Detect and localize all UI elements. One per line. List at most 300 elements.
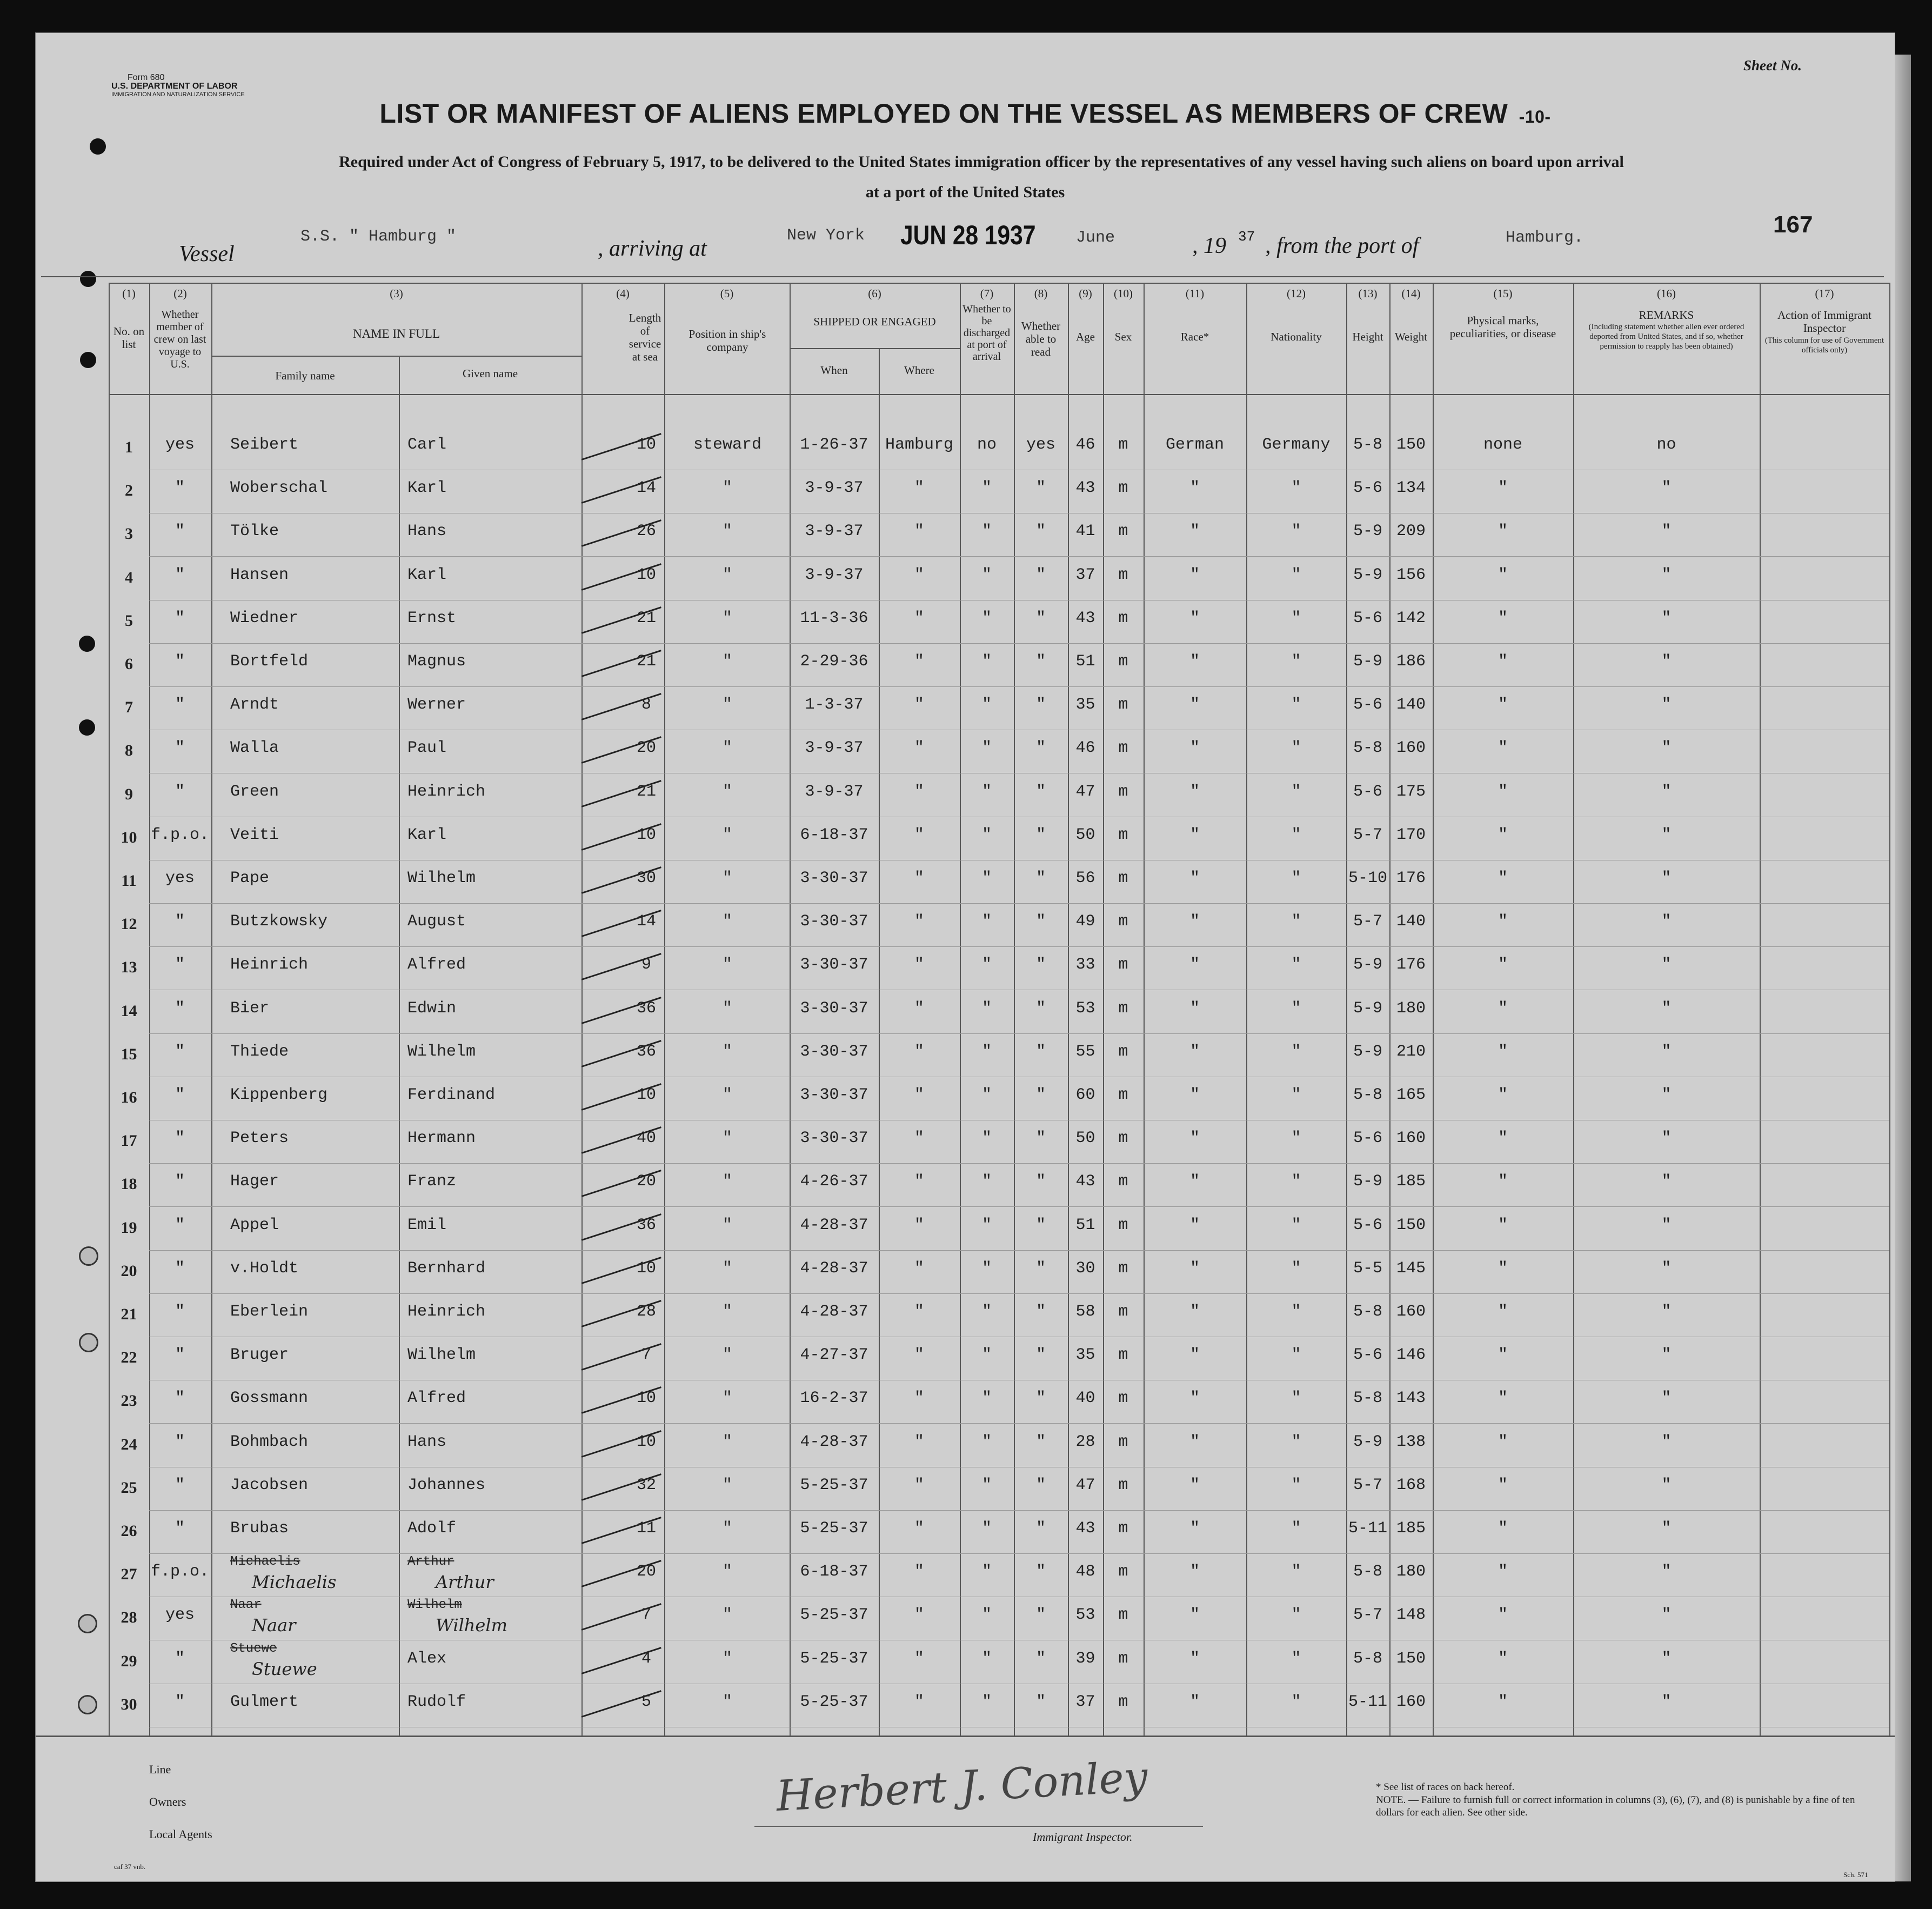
able-to-read: " bbox=[1035, 609, 1046, 628]
table-row bbox=[36, 1554, 1895, 1598]
shipped-where: " bbox=[914, 825, 924, 844]
shipped-where: " bbox=[914, 1129, 924, 1148]
age: 39 bbox=[1075, 1649, 1095, 1668]
nationality: " bbox=[1291, 1519, 1301, 1538]
nationality: " bbox=[1291, 609, 1301, 628]
table-row bbox=[36, 861, 1895, 904]
col-6-num: (6) bbox=[868, 287, 881, 300]
service-length: 8 bbox=[641, 696, 651, 715]
shipped-where: " bbox=[914, 522, 924, 541]
crew-last-voyage: " bbox=[175, 1216, 185, 1234]
given-name: Johannes bbox=[407, 1476, 486, 1494]
remarks: " bbox=[1661, 1606, 1672, 1625]
shipped-when: 6-18-37 bbox=[800, 825, 868, 844]
row-number: 13 bbox=[121, 958, 137, 977]
height: 5-6 bbox=[1353, 479, 1382, 498]
given-name: Carl bbox=[407, 436, 447, 454]
signature-line bbox=[754, 1826, 1203, 1827]
crew-last-voyage: " bbox=[175, 782, 185, 801]
col-5-num: (5) bbox=[720, 287, 734, 300]
height: 5-9 bbox=[1353, 956, 1382, 974]
sex: m bbox=[1118, 1519, 1128, 1538]
shipped-when: 3-9-37 bbox=[805, 522, 864, 541]
age: 50 bbox=[1075, 825, 1095, 844]
weight: 210 bbox=[1396, 1042, 1426, 1061]
height: 5-9 bbox=[1353, 1042, 1382, 1061]
table-row bbox=[36, 687, 1895, 731]
weight: 170 bbox=[1396, 825, 1426, 844]
sex: m bbox=[1118, 609, 1128, 628]
to-be-discharged: " bbox=[981, 1346, 992, 1365]
crew-last-voyage: " bbox=[175, 1086, 185, 1104]
shipped-when: 3-30-37 bbox=[800, 1042, 868, 1061]
inspector-label: Immigrant Inspector. bbox=[1033, 1830, 1133, 1844]
row-number: 15 bbox=[121, 1045, 137, 1063]
height: 5-6 bbox=[1353, 696, 1382, 715]
to-be-discharged: " bbox=[981, 1519, 992, 1538]
sex: m bbox=[1118, 1129, 1128, 1148]
sex: m bbox=[1118, 522, 1128, 541]
physical-marks: " bbox=[1498, 479, 1508, 498]
given-name: Magnus bbox=[407, 652, 466, 671]
to-be-discharged: " bbox=[981, 869, 992, 887]
table-row bbox=[36, 1034, 1895, 1078]
weight: 176 bbox=[1396, 869, 1426, 887]
family-name: Seibert bbox=[230, 436, 299, 454]
given-name: Wilhelm bbox=[407, 1598, 462, 1613]
to-be-discharged: " bbox=[981, 1216, 992, 1234]
height: 5-7 bbox=[1353, 825, 1382, 844]
remarks: " bbox=[1661, 1346, 1672, 1365]
family-name: Hager bbox=[230, 1172, 279, 1191]
position: " bbox=[722, 479, 732, 498]
to-be-discharged: " bbox=[981, 782, 992, 801]
crew-last-voyage: " bbox=[175, 1303, 185, 1321]
crew-last-voyage: " bbox=[175, 1259, 185, 1278]
col-1-num: (1) bbox=[122, 287, 136, 300]
col-8-header: Whether able to read bbox=[1021, 319, 1061, 358]
row-number: 21 bbox=[121, 1305, 137, 1323]
age: 58 bbox=[1075, 1303, 1095, 1321]
service-length: 36 bbox=[636, 999, 656, 1018]
height: 5-6 bbox=[1353, 609, 1382, 628]
row-number: 18 bbox=[121, 1175, 137, 1193]
age: 41 bbox=[1075, 522, 1095, 541]
age: 37 bbox=[1075, 565, 1095, 584]
race: " bbox=[1189, 1303, 1200, 1321]
physical-marks: " bbox=[1498, 1606, 1508, 1625]
col-10-num: (10) bbox=[1114, 287, 1133, 300]
shipped-when: 3-30-37 bbox=[800, 1129, 868, 1148]
remarks: " bbox=[1661, 1129, 1672, 1148]
able-to-read: " bbox=[1035, 782, 1046, 801]
given-name: Ferdinand bbox=[407, 1086, 496, 1104]
shipped-where: " bbox=[914, 782, 924, 801]
weight: 176 bbox=[1396, 956, 1426, 974]
punch-hole bbox=[90, 138, 106, 155]
family-name: Stuewe bbox=[230, 1641, 277, 1656]
physical-marks: " bbox=[1498, 1346, 1508, 1365]
family-name: Veiti bbox=[230, 825, 279, 844]
position: " bbox=[722, 1259, 732, 1278]
weight: 180 bbox=[1396, 999, 1426, 1018]
family-name: Appel bbox=[230, 1216, 279, 1234]
height: 5-9 bbox=[1353, 999, 1382, 1018]
family-name: Peters bbox=[230, 1129, 289, 1148]
row-rule bbox=[149, 1033, 1889, 1034]
family-name: Kippenberg bbox=[230, 1086, 328, 1104]
position: " bbox=[722, 652, 732, 671]
sex: m bbox=[1118, 739, 1128, 758]
col-5-header: Position in ship's company bbox=[688, 328, 766, 353]
col-12-num: (12) bbox=[1287, 287, 1306, 300]
row-number: 28 bbox=[121, 1608, 137, 1627]
physical-marks: " bbox=[1498, 1389, 1508, 1408]
weight: 143 bbox=[1396, 1389, 1426, 1408]
height: 5-6 bbox=[1353, 782, 1382, 801]
able-to-read: " bbox=[1035, 1606, 1046, 1625]
col-14-header: Weight bbox=[1394, 330, 1428, 343]
crew-last-voyage: " bbox=[175, 999, 185, 1018]
shipped-where: " bbox=[914, 1519, 924, 1538]
shipped-sub-rule bbox=[790, 348, 960, 349]
age: 51 bbox=[1075, 1216, 1095, 1234]
service-length: 10 bbox=[636, 436, 656, 454]
height: 5-11 bbox=[1348, 1519, 1387, 1538]
col-17-header: Action of Immigrant Inspector bbox=[1777, 309, 1871, 335]
shipped-when: 4-26-37 bbox=[800, 1172, 868, 1191]
weight: 209 bbox=[1396, 522, 1426, 541]
family-name: Bortfeld bbox=[230, 652, 309, 671]
weight: 180 bbox=[1396, 1563, 1426, 1581]
physical-marks: " bbox=[1498, 739, 1508, 758]
schedule-code: Sch. 571 bbox=[1843, 1871, 1868, 1879]
table-row bbox=[36, 1381, 1895, 1424]
height: 5-8 bbox=[1353, 1389, 1382, 1408]
age: 47 bbox=[1075, 782, 1095, 801]
nationality: " bbox=[1291, 1476, 1301, 1494]
race: " bbox=[1189, 1519, 1200, 1538]
nationality: " bbox=[1291, 869, 1301, 887]
remarks: " bbox=[1661, 825, 1672, 844]
given-name: Alfred bbox=[407, 956, 466, 974]
race: " bbox=[1189, 1216, 1200, 1234]
nationality: " bbox=[1291, 956, 1301, 974]
family-name: Woberschal bbox=[230, 479, 328, 498]
weight: 165 bbox=[1396, 1086, 1426, 1104]
col-11-header: Race* bbox=[1180, 330, 1209, 343]
height: 5-6 bbox=[1353, 1129, 1382, 1148]
remarks: " bbox=[1661, 1086, 1672, 1104]
weight: 150 bbox=[1396, 436, 1426, 454]
physical-marks: " bbox=[1498, 1649, 1508, 1668]
given-name-header: Given name bbox=[462, 367, 518, 380]
sex: m bbox=[1118, 869, 1128, 887]
family-name: Bier bbox=[230, 999, 270, 1018]
shipped-where: Hamburg bbox=[885, 436, 954, 454]
table-row bbox=[36, 1294, 1895, 1338]
shipped-when: 4-28-37 bbox=[800, 1216, 868, 1234]
position: " bbox=[722, 1432, 732, 1451]
able-to-read: " bbox=[1035, 1346, 1046, 1365]
position: " bbox=[722, 609, 732, 628]
height: 5-6 bbox=[1353, 1346, 1382, 1365]
able-to-read: " bbox=[1035, 1129, 1046, 1148]
table-row bbox=[36, 991, 1895, 1034]
sex: m bbox=[1118, 1086, 1128, 1104]
service-length: 10 bbox=[636, 1389, 656, 1408]
row-number: 24 bbox=[121, 1435, 137, 1453]
remarks: " bbox=[1661, 1563, 1672, 1581]
height: 5-7 bbox=[1353, 912, 1382, 931]
col-3-num: (3) bbox=[390, 287, 403, 300]
form-number: Form 680 bbox=[128, 73, 165, 82]
physical-marks: " bbox=[1498, 825, 1508, 844]
row-rule bbox=[149, 643, 1889, 644]
age: 60 bbox=[1075, 1086, 1095, 1104]
sex: m bbox=[1118, 1606, 1128, 1625]
race: " bbox=[1189, 782, 1200, 801]
table-row bbox=[36, 947, 1895, 991]
col-14-num: (14) bbox=[1401, 287, 1421, 300]
to-be-discharged: " bbox=[981, 1086, 992, 1104]
table-row bbox=[36, 904, 1895, 947]
given-name: Franz bbox=[407, 1172, 457, 1191]
row-rule bbox=[149, 903, 1889, 904]
given-name: Werner bbox=[407, 696, 466, 715]
handwritten-given-name: Wilhelm bbox=[436, 1615, 507, 1636]
nationality: " bbox=[1291, 1129, 1301, 1148]
crew-last-voyage: " bbox=[175, 1519, 185, 1538]
table-row bbox=[36, 1641, 1895, 1685]
weight: 146 bbox=[1396, 1346, 1426, 1365]
family-name: Thiede bbox=[230, 1042, 289, 1061]
age: 48 bbox=[1075, 1563, 1095, 1581]
service-length: 11 bbox=[636, 1519, 656, 1538]
remarks: " bbox=[1661, 1476, 1672, 1494]
col-16-note: (Including statement whether alien ever ordered deported from United States, and if so, whether permission to reapply has been obtained) bbox=[1588, 323, 1744, 351]
vessel-label: Vessel bbox=[179, 242, 235, 266]
to-be-discharged: " bbox=[981, 825, 992, 844]
to-be-discharged: " bbox=[981, 565, 992, 584]
family-name: Arndt bbox=[230, 696, 279, 715]
service-length: 7 bbox=[641, 1606, 651, 1625]
physical-marks: " bbox=[1498, 1216, 1508, 1234]
height: 5-8 bbox=[1353, 1563, 1382, 1581]
age: 35 bbox=[1075, 1346, 1095, 1365]
position: " bbox=[722, 956, 732, 974]
col-17-num: (17) bbox=[1815, 287, 1834, 300]
race: " bbox=[1189, 1042, 1200, 1061]
weight: 150 bbox=[1396, 1649, 1426, 1668]
table-row bbox=[36, 818, 1895, 861]
row-number: 25 bbox=[121, 1478, 137, 1497]
sex: m bbox=[1118, 479, 1128, 498]
able-to-read: " bbox=[1035, 1563, 1046, 1581]
shipped-when: 3-30-37 bbox=[800, 912, 868, 931]
weight: 138 bbox=[1396, 1432, 1426, 1451]
service-length: 10 bbox=[636, 1432, 656, 1451]
remarks: " bbox=[1661, 1389, 1672, 1408]
remarks: " bbox=[1661, 479, 1672, 498]
height: 5-7 bbox=[1353, 1476, 1382, 1494]
weight: 134 bbox=[1396, 479, 1426, 498]
age: 43 bbox=[1075, 609, 1095, 628]
col-12-header: Nationality bbox=[1271, 330, 1322, 343]
crew-last-voyage: " bbox=[175, 479, 185, 498]
row-number: 17 bbox=[121, 1132, 137, 1150]
race: " bbox=[1189, 1129, 1200, 1148]
nationality: " bbox=[1291, 1606, 1301, 1625]
title-suffix: -10- bbox=[1519, 107, 1551, 126]
physical-marks: " bbox=[1498, 1692, 1508, 1711]
height: 5-9 bbox=[1353, 565, 1382, 584]
height: 5-11 bbox=[1348, 1692, 1387, 1711]
race: " bbox=[1189, 912, 1200, 931]
shipped-when: 3-30-37 bbox=[800, 956, 868, 974]
weight: 160 bbox=[1396, 739, 1426, 758]
weight: 156 bbox=[1396, 565, 1426, 584]
arriving-label: , arriving at bbox=[598, 236, 707, 261]
handwritten-family-name: Michaelis bbox=[252, 1572, 337, 1593]
family-name: Wiedner bbox=[230, 609, 299, 628]
service-length: 10 bbox=[636, 1259, 656, 1278]
arrival-year: 37 bbox=[1238, 229, 1255, 245]
handwritten-family-name: Naar bbox=[252, 1615, 296, 1636]
races-note: * See list of races on back hereof. bbox=[1376, 1781, 1515, 1793]
sex: m bbox=[1118, 1259, 1128, 1278]
to-be-discharged: " bbox=[981, 1649, 992, 1668]
shipped-where: " bbox=[914, 565, 924, 584]
nationality: " bbox=[1291, 565, 1301, 584]
table-row bbox=[36, 428, 1895, 471]
col-15-num: (15) bbox=[1493, 287, 1513, 300]
family-name: Tölke bbox=[230, 522, 279, 541]
weight: 168 bbox=[1396, 1476, 1426, 1494]
row-number: 20 bbox=[121, 1261, 137, 1280]
remarks: " bbox=[1661, 1692, 1672, 1711]
height: 5-8 bbox=[1353, 739, 1382, 758]
arrival-month: June bbox=[1076, 229, 1115, 247]
race: " bbox=[1189, 1563, 1200, 1581]
able-to-read: " bbox=[1035, 1432, 1046, 1451]
crew-last-voyage: " bbox=[175, 696, 185, 715]
nationality: " bbox=[1291, 912, 1301, 931]
race: " bbox=[1189, 1172, 1200, 1191]
weight: 150 bbox=[1396, 1216, 1426, 1234]
shipped-when: 5-25-37 bbox=[800, 1519, 868, 1538]
position: " bbox=[722, 1086, 732, 1104]
to-be-discharged: " bbox=[981, 1303, 992, 1321]
crew-last-voyage: " bbox=[175, 522, 185, 541]
shipped-where: " bbox=[914, 739, 924, 758]
to-be-discharged: " bbox=[981, 1692, 992, 1711]
shipped-when: 1-26-37 bbox=[800, 436, 868, 454]
to-be-discharged: " bbox=[981, 1259, 992, 1278]
remarks: " bbox=[1661, 1303, 1672, 1321]
able-to-read: " bbox=[1035, 1519, 1046, 1538]
sex: m bbox=[1118, 825, 1128, 844]
where-header: Where bbox=[904, 364, 934, 377]
weight: 186 bbox=[1396, 652, 1426, 671]
weight: 140 bbox=[1396, 912, 1426, 931]
col-7-num: (7) bbox=[980, 287, 994, 300]
nationality: " bbox=[1291, 479, 1301, 498]
col-2-header: Whether member of crew on last voyage to U.S. bbox=[153, 309, 206, 370]
punch-hole bbox=[80, 352, 96, 368]
remarks: " bbox=[1661, 652, 1672, 671]
given-name: Arthur bbox=[407, 1554, 454, 1570]
row-rule bbox=[149, 1163, 1889, 1164]
able-to-read: " bbox=[1035, 1086, 1046, 1104]
row-number: 23 bbox=[121, 1392, 137, 1410]
shipped-when: 4-28-37 bbox=[800, 1303, 868, 1321]
nationality: " bbox=[1291, 1086, 1301, 1104]
to-be-discharged: " bbox=[981, 912, 992, 931]
col-8-num: (8) bbox=[1034, 287, 1048, 300]
given-name: Heinrich bbox=[407, 1303, 486, 1321]
sex: m bbox=[1118, 1649, 1128, 1668]
able-to-read: " bbox=[1035, 479, 1046, 498]
departure-port: Hamburg. bbox=[1506, 229, 1584, 247]
table-bottom-rule bbox=[36, 1736, 1895, 1737]
shipped-when: 11-3-36 bbox=[800, 609, 868, 628]
age: 43 bbox=[1075, 1172, 1095, 1191]
age: 50 bbox=[1075, 1129, 1095, 1148]
able-to-read: " bbox=[1035, 912, 1046, 931]
nationality: " bbox=[1291, 1303, 1301, 1321]
service-length: 20 bbox=[636, 1563, 656, 1581]
age: 30 bbox=[1075, 1259, 1095, 1278]
remarks: " bbox=[1661, 1216, 1672, 1234]
table-row bbox=[36, 471, 1895, 514]
family-name: Heinrich bbox=[230, 956, 309, 974]
position: " bbox=[722, 1519, 732, 1538]
weight: 185 bbox=[1396, 1172, 1426, 1191]
shipped-when: 3-9-37 bbox=[805, 739, 864, 758]
shipped-where: " bbox=[914, 1086, 924, 1104]
remarks: " bbox=[1661, 1519, 1672, 1538]
position: " bbox=[722, 825, 732, 844]
remarks: " bbox=[1661, 869, 1672, 887]
sex: m bbox=[1118, 1172, 1128, 1191]
given-name: Rudolf bbox=[407, 1692, 466, 1711]
table-row bbox=[36, 1164, 1895, 1207]
service-length: 10 bbox=[636, 565, 656, 584]
height: 5-9 bbox=[1353, 522, 1382, 541]
able-to-read: " bbox=[1035, 1303, 1046, 1321]
remarks: " bbox=[1661, 782, 1672, 801]
nationality: " bbox=[1291, 782, 1301, 801]
family-name: Gossmann bbox=[230, 1389, 309, 1408]
page-title bbox=[36, 98, 1895, 129]
shipped-when: 16-2-37 bbox=[800, 1389, 868, 1408]
crew-last-voyage: yes bbox=[165, 1606, 195, 1625]
position: " bbox=[722, 1389, 732, 1408]
row-number: 30 bbox=[121, 1695, 137, 1713]
row-number: 12 bbox=[121, 915, 137, 933]
table-row bbox=[36, 775, 1895, 818]
shipped-where: " bbox=[914, 609, 924, 628]
given-name: Edwin bbox=[407, 999, 457, 1018]
crew-last-voyage: " bbox=[175, 1389, 185, 1408]
family-name: Hansen bbox=[230, 565, 289, 584]
shipped-when: 5-25-37 bbox=[800, 1692, 868, 1711]
remarks: " bbox=[1661, 522, 1672, 541]
crew-last-voyage: " bbox=[175, 565, 185, 584]
row-number: 16 bbox=[121, 1089, 137, 1106]
nationality: " bbox=[1291, 1042, 1301, 1061]
